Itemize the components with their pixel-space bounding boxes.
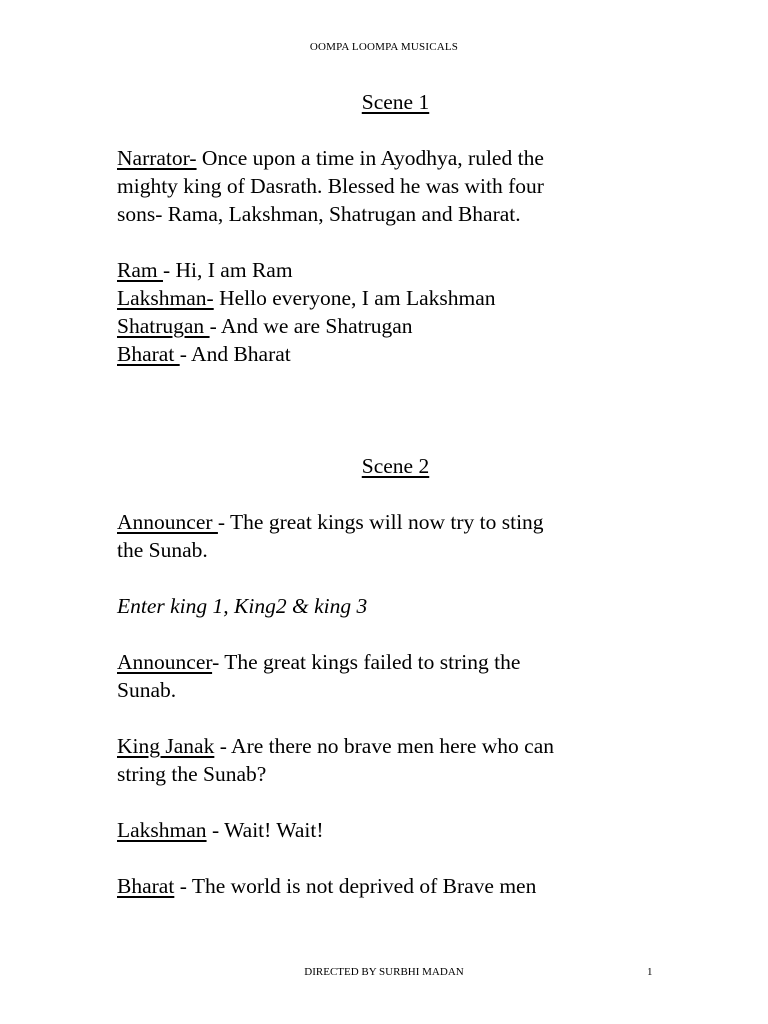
footer-director: DIRECTED BY SURBHI MADAN — [304, 966, 464, 978]
page-number: 1 — [647, 966, 653, 978]
speaker-name: Lakshman- — [117, 286, 214, 310]
page-header: OOMPA LOOMPA MUSICALS — [309, 41, 459, 53]
lakshman-text: - Wait! Wait! — [206, 818, 324, 842]
announcer-2-line-2: Sunab. — [117, 678, 177, 702]
scene-2-title: Scene 2 — [361, 454, 430, 478]
narrator-line-2: mighty king of Dasrath. Blessed he was with four — [117, 174, 544, 198]
introductions — [117, 256, 677, 368]
announcer-passage-2 — [117, 648, 677, 704]
speaker-announcer: Announcer — [117, 510, 218, 534]
lakshman-passage — [117, 816, 677, 844]
announcer-1-line-1: - The great kings will now try to sting — [217, 510, 544, 534]
stage-direction: Enter king 1, King2 & king 3 — [117, 594, 368, 618]
announcer-passage-1 — [117, 508, 677, 564]
speaker-announcer: Announcer — [117, 650, 213, 674]
speaker-name: Ram — [117, 258, 163, 282]
speaker-king-janak: King Janak — [117, 734, 215, 758]
dialog-line — [117, 312, 677, 340]
script-body — [117, 88, 677, 900]
speaker-lakshman: Lakshman — [117, 818, 207, 842]
narrator-passage — [117, 144, 677, 228]
announcer-2-line-1: - The great kings failed to string the — [212, 650, 521, 674]
dialog-text: - And Bharat — [179, 342, 291, 366]
narrator-line-1: Once upon a time in Ayodhya, ruled the — [196, 146, 544, 170]
dialog-text: Hello everyone, I am Lakshman — [213, 286, 496, 310]
dialog-line — [117, 256, 677, 284]
dialog-line — [117, 284, 677, 312]
janak-line-1: - Are there no brave men here who can — [214, 734, 554, 758]
scene-1-title: Scene 1 — [361, 90, 430, 114]
bharat-text: - The world is not deprived of Brave men — [174, 874, 537, 898]
announcer-1-line-2: the Sunab. — [117, 538, 208, 562]
dialog-text: - And we are Shatrugan — [209, 314, 413, 338]
narrator-line-3: sons- Rama, Lakshman, Shatrugan and Bharat. — [117, 202, 521, 226]
speaker-name: Shatrugan — [117, 314, 210, 338]
dialog-text: - Hi, I am Ram — [162, 258, 293, 282]
janak-passage — [117, 732, 677, 788]
speaker-narrator: Narrator- — [117, 146, 197, 170]
speaker-bharat: Bharat — [117, 874, 175, 898]
janak-line-2: string the Sunab? — [117, 762, 267, 786]
speaker-name: Bharat — [117, 342, 180, 366]
bharat-passage — [117, 872, 677, 900]
dialog-line — [117, 340, 677, 368]
